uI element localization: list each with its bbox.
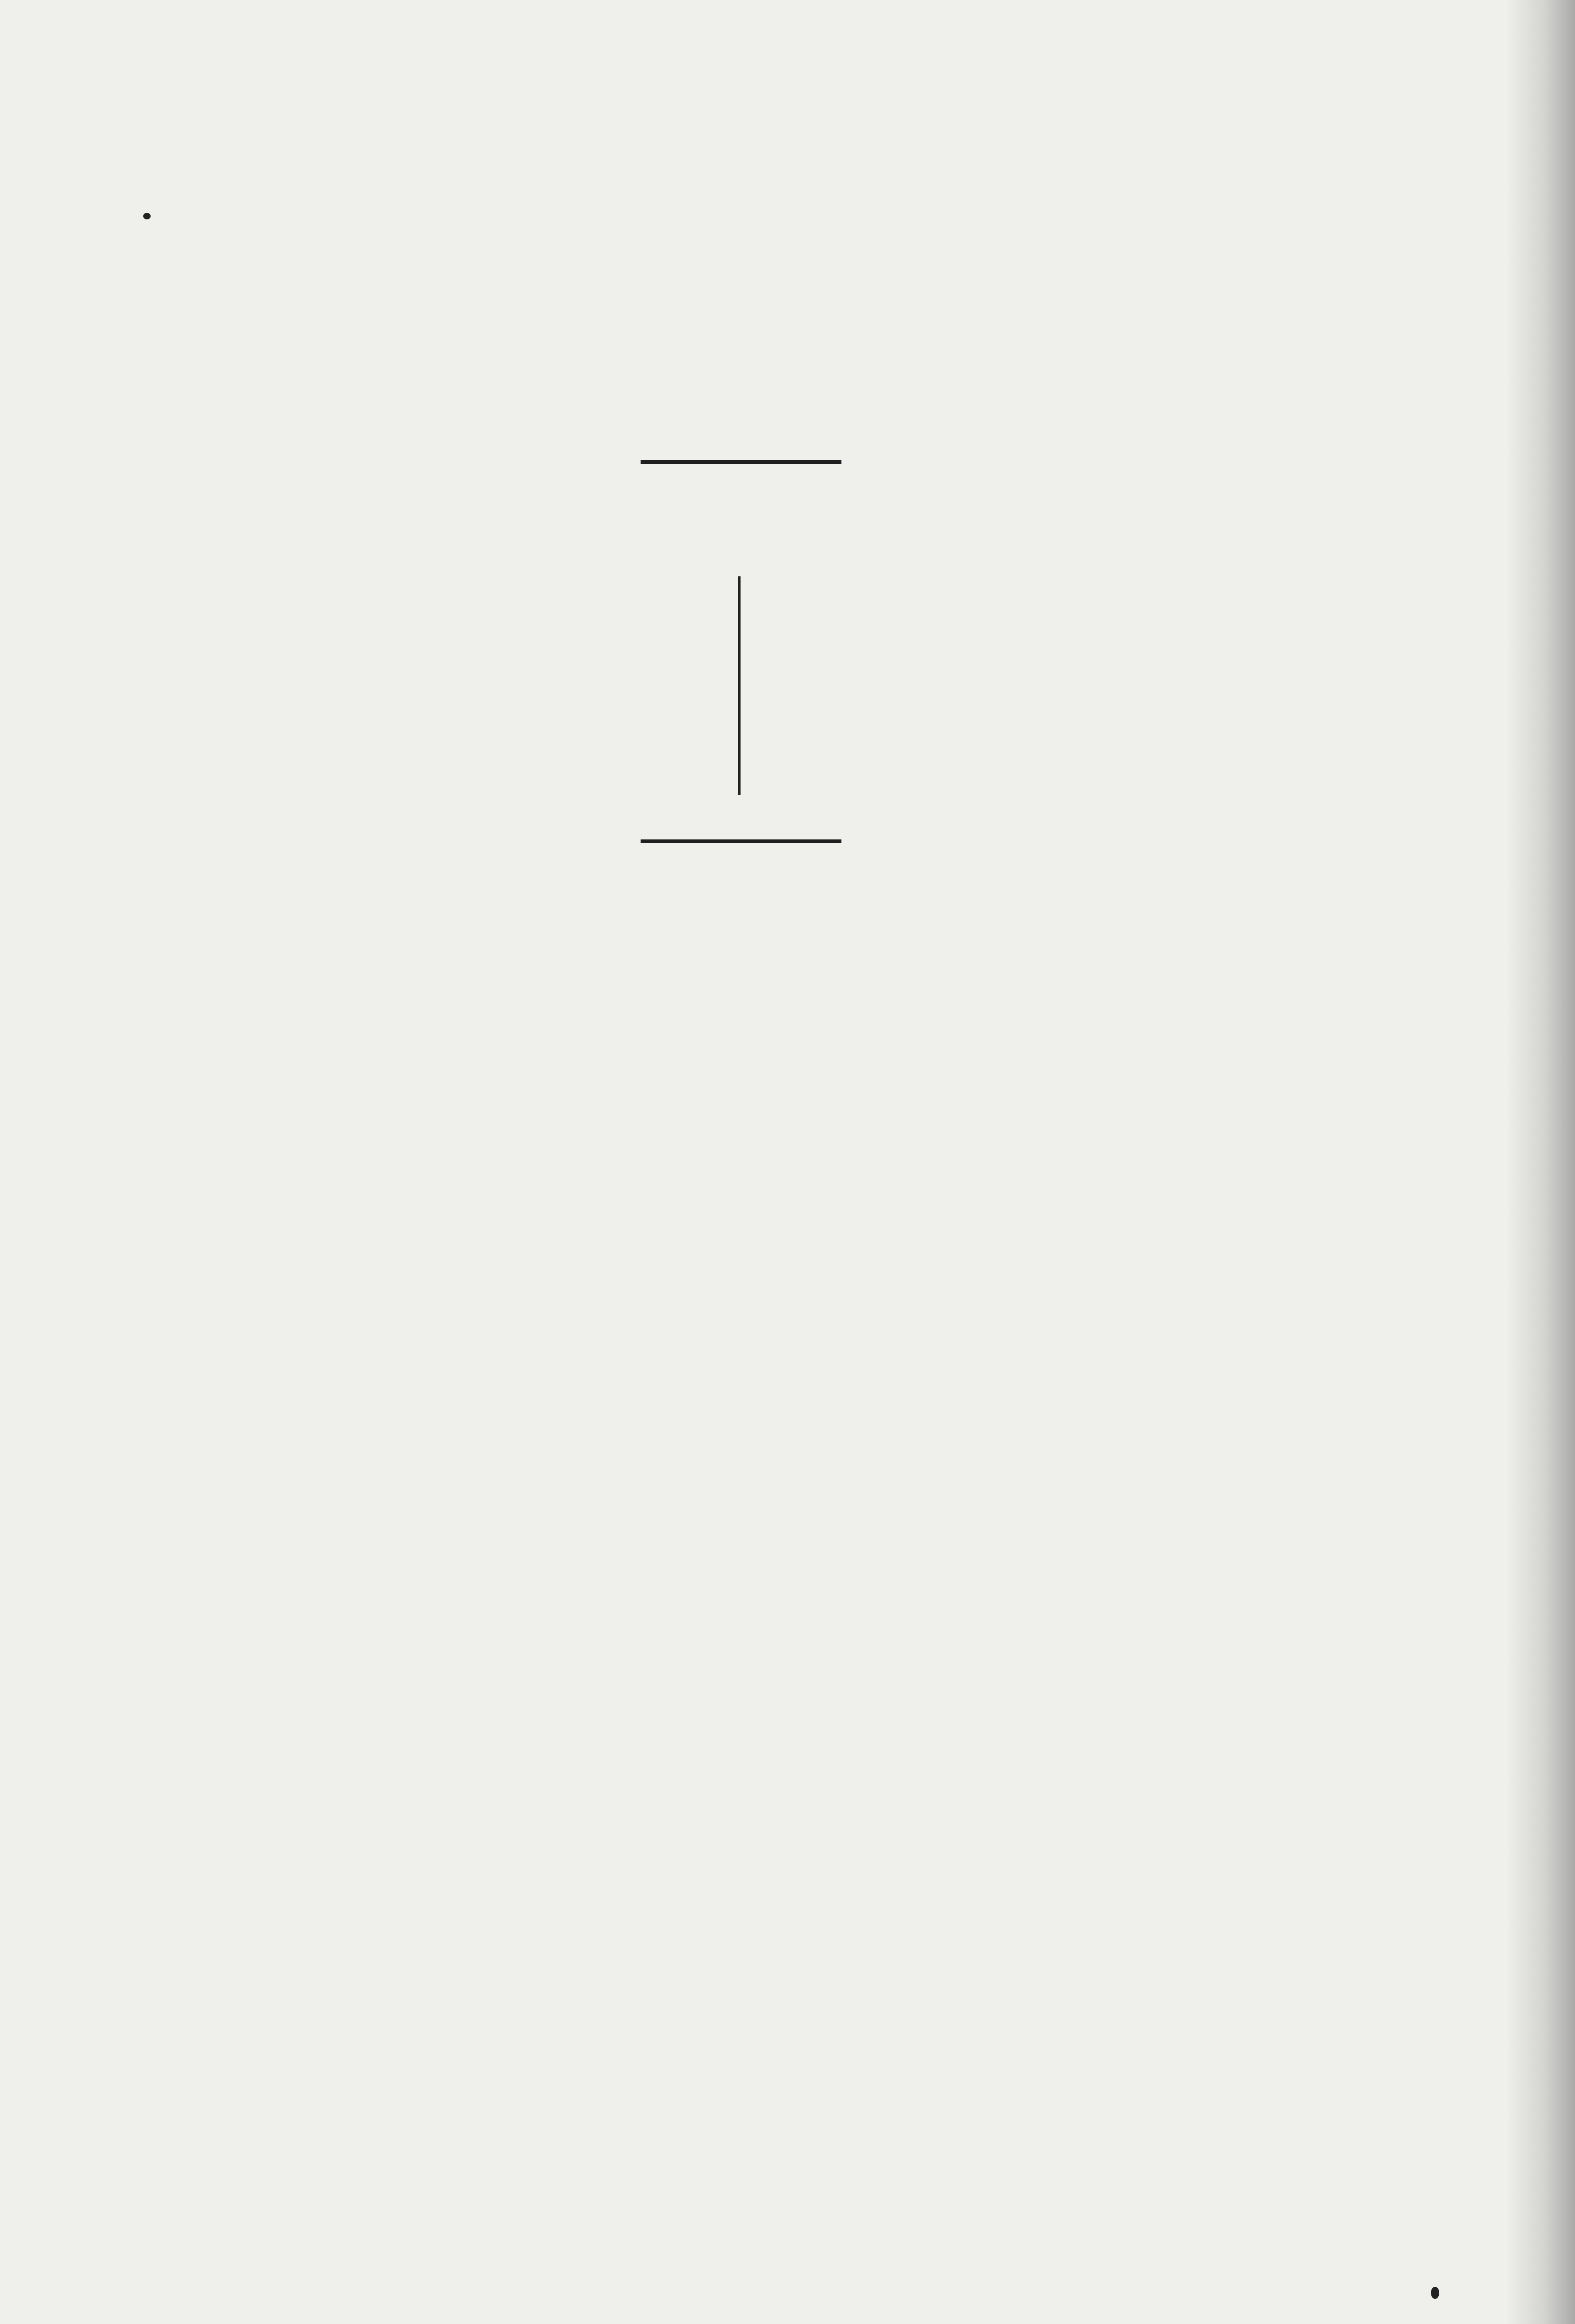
outline-right-column <box>753 574 1362 601</box>
outline-divider <box>738 576 741 795</box>
scan-speck <box>143 213 151 219</box>
scan-speck <box>1431 2287 1439 2299</box>
divider-rule <box>641 460 841 464</box>
outline-page-label <box>128 574 731 601</box>
divider-rule <box>641 839 841 843</box>
outline-page-label <box>753 574 1362 601</box>
scan-edge-shadow <box>1505 0 1575 2324</box>
outline-left-column <box>128 574 731 601</box>
